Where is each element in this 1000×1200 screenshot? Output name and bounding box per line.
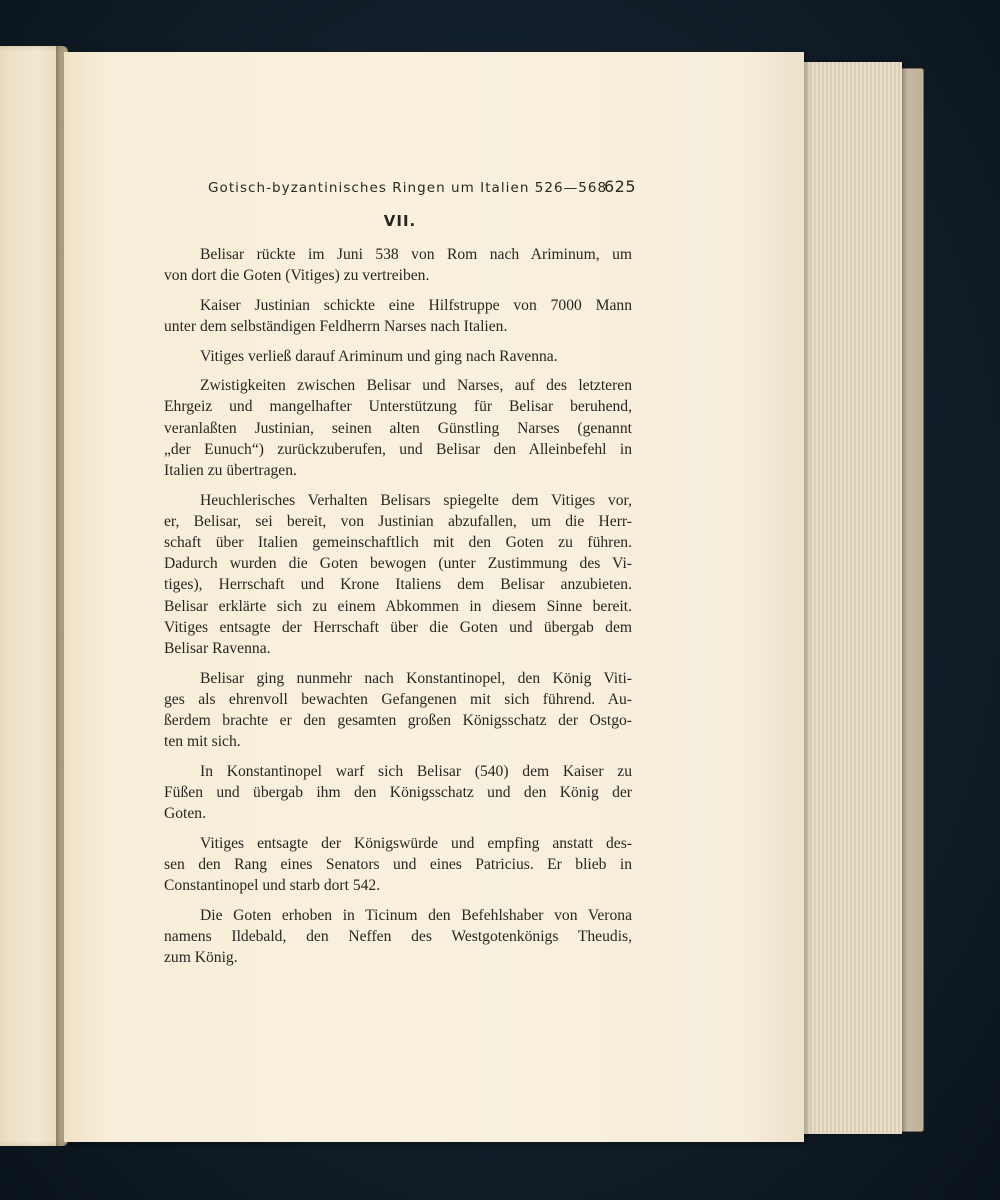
text-line: Zwistigkeiten zwischen Belisar und Narses, auf des letzteren	[200, 377, 632, 395]
text-line: Vitiges verließ darauf Ariminum und ging nach Ravenna.	[200, 347, 558, 365]
text-line: Constantinopel und starb dort 542.	[164, 877, 381, 895]
paragraph	[164, 295, 632, 337]
text-line: Belisar ging nunmehr nach Konstantinopel, den König Viti-	[200, 669, 632, 687]
body-text	[164, 244, 632, 977]
text-line: ten mit sich.	[164, 733, 241, 751]
paragraph	[164, 244, 632, 286]
running-title: Gotisch-byzantinisches Ringen um Italien 526—568	[208, 180, 608, 196]
text-line: „der Eunuch“) zurückzuberufen, und Belisar den Alleinbefehl in	[164, 440, 632, 458]
text-line: Belisar Ravenna.	[164, 640, 271, 658]
text-line: Vitiges entsagte der Königswürde und empfing anstatt des-	[200, 834, 632, 852]
chapter-heading: VII.	[383, 212, 417, 230]
text-line: Die Goten erhoben in Ticinum den Befehlshaber von Verona	[200, 906, 632, 924]
text-line: von dort die Goten (Vitiges) zu vertreiben.	[164, 267, 430, 285]
text-line: namens Ildebald, den Neffen des Westgotenkönigs Theudis,	[164, 928, 632, 946]
paragraph	[164, 346, 632, 367]
paragraph	[164, 375, 632, 481]
text-line: tiges), Herrschaft und Krone Italiens dem Belisar anzubieten.	[164, 576, 632, 594]
text-line: Belisar rückte im Juni 538 von Rom nach Ariminum, um	[200, 246, 632, 263]
text-line: Dadurch wurden die Goten bewogen (unter Zustimmung des Vi-	[164, 555, 632, 573]
text-line: zum König.	[164, 949, 238, 967]
running-head	[208, 176, 636, 202]
paragraph	[164, 905, 632, 969]
text-line: In Konstantinopel warf sich Belisar (540) dem Kaiser zu	[200, 762, 632, 780]
text-line: Heuchlerisches Verhalten Belisars spiegelte dem Vitiges vor,	[200, 491, 632, 509]
text-line: Vitiges entsagte der Herrschaft über die Goten und übergab dem	[164, 618, 632, 636]
text-line: Kaiser Justinian schickte eine Hilfstruppe von 7000 Mann	[200, 296, 632, 314]
text-line: schaft über Italien gemeinschaftlich mit den Goten zu führen.	[164, 534, 632, 551]
text-line: Goten.	[164, 805, 207, 823]
paragraph	[164, 490, 632, 660]
paragraph	[164, 833, 632, 897]
text-line: sen den Rang eines Senators und eines Patricius. Er blieb in	[164, 856, 632, 874]
text-line: unter dem selbständigen Feldherrn Narses nach Italien.	[164, 318, 508, 335]
paragraph	[164, 668, 632, 753]
text-line: Belisar erklärte sich zu einem Abkommen in diesem Sinne bereit.	[164, 597, 632, 615]
book-page-edges	[800, 62, 902, 1134]
text-line: veranlaßten Justinian, seinen alten Günstling Narses (genannt	[164, 419, 632, 437]
text-line: ges als ehrenvoll bewachten Gefangenen mit sich führend. Au-	[164, 690, 632, 708]
text-line: Italien zu übertragen.	[164, 462, 297, 479]
page-number: 625	[603, 177, 636, 196]
text-line: ßerdem brachte er den gesamten großen Königsschatz der Ostgo-	[164, 712, 632, 730]
paragraph	[164, 761, 632, 825]
text-line: er, Belisar, sei bereit, von Justinian abzufallen, um die Herr-	[164, 512, 632, 530]
text-line: Füßen und übergab ihm den Königsschatz und den König der	[164, 784, 632, 802]
text-line: Ehrgeiz und mangelhafter Unterstützung für Belisar beruhend,	[164, 398, 632, 416]
